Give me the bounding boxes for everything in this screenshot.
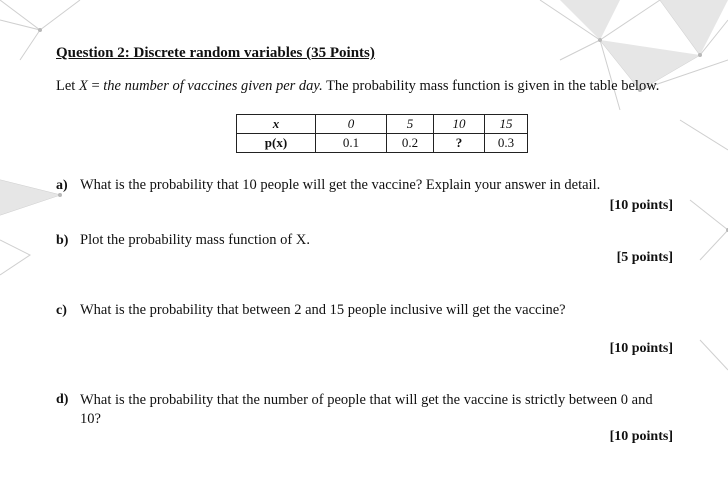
part-a-points: [10 points] (609, 198, 673, 213)
part-a-label: a) (56, 178, 68, 193)
part-c-points: [10 points] (609, 341, 673, 356)
part-c-label: c) (56, 303, 67, 318)
pmf-x-value: 15 (485, 115, 528, 134)
pmf-p-row (237, 134, 528, 153)
intro-suffix: The probability mass function is given in the table below. (322, 78, 660, 94)
part-d-text: What is the probability that the number of people that will get the vaccine is strictly between 0 and 10? (80, 392, 653, 427)
intro-equals: = (87, 78, 104, 94)
pmf-p-value: 0.2 (387, 134, 434, 153)
question-intro (56, 78, 659, 95)
part-c-text: What is the probability that between 2 and 15 people inclusive will get the vaccine? (80, 302, 566, 318)
part-b-points: [5 points] (616, 250, 673, 265)
part-d-points: [10 points] (609, 429, 673, 444)
pmf-x-value: 0 (316, 115, 387, 134)
part-b-label: b) (56, 233, 69, 248)
part-d-label: d) (56, 392, 69, 407)
pmf-table (236, 114, 528, 153)
pmf-p-value: 0.1 (316, 134, 387, 153)
pmf-p-value: ? (434, 134, 485, 153)
intro-prefix: Let (56, 78, 79, 94)
part-a-text: What is the probability that 10 people will get the vaccine? Explain your answer in detail. (80, 177, 601, 193)
intro-definition: the number of vaccines given per day. (103, 78, 323, 94)
pmf-x-row (237, 115, 528, 134)
pmf-x-value: 5 (387, 115, 434, 134)
part-b-text: Plot the probability mass function of X. (80, 232, 310, 248)
pmf-p-header: p(x) (237, 134, 316, 153)
intro-variable: X (78, 78, 88, 94)
question-title: Question 2: Discrete random variables (35 Points) (56, 45, 375, 61)
pmf-x-value: 10 (434, 115, 485, 134)
pmf-p-value: 0.3 (485, 134, 528, 153)
pmf-x-header: x (237, 115, 316, 134)
